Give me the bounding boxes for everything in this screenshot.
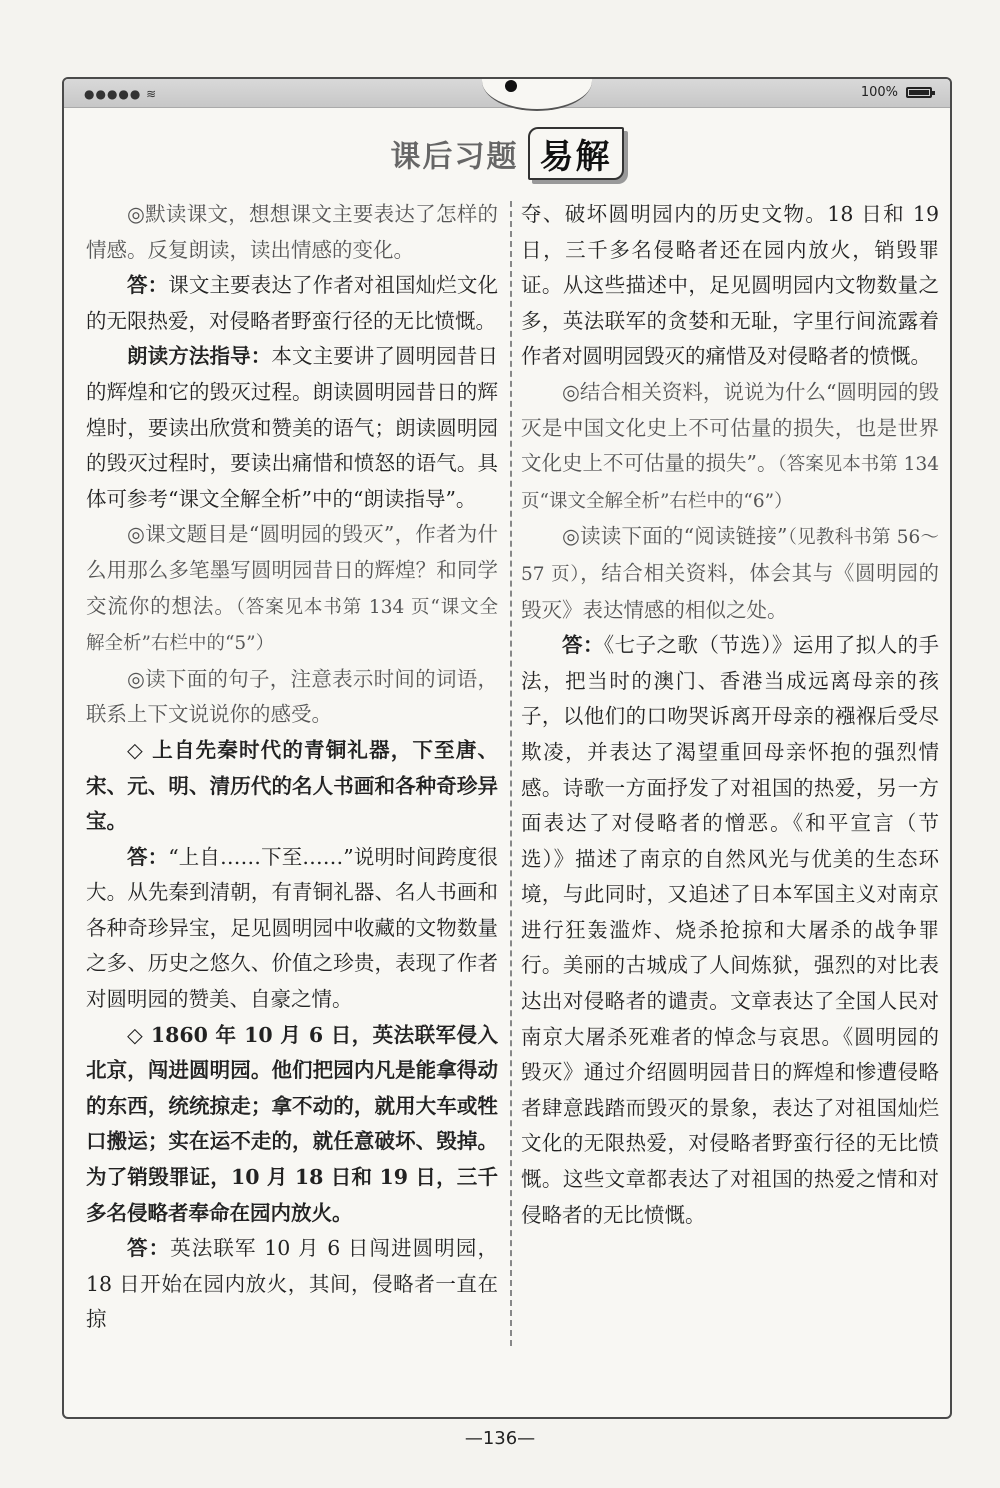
question-4-text: ◎结合相关资料，说说为什么“圆明园的毁灭是中国文化史上不可估量的损失，也是世界文化史上不可估量的损失”。 — [521, 379, 939, 476]
camera-dot-icon — [505, 80, 517, 92]
answer-1 — [86, 268, 498, 339]
question-2-text: ◎课文题目是“圆明园的毁灭”，作者为什么用那么多笔墨写圆明园昔日的辉煌？和同学交流你的想法。 — [86, 522, 498, 618]
answer-5 — [521, 628, 939, 1233]
battery-percentage: 100% — [860, 85, 898, 100]
right-column — [521, 197, 939, 1233]
column-divider — [510, 201, 512, 1346]
question-4-ref: （答案见本书第 134 页“课文全解全析”右栏中的“6”） — [521, 454, 939, 512]
page-title — [64, 127, 950, 180]
reading-guide — [86, 339, 498, 517]
answer-4-left — [86, 1231, 498, 1338]
question-2-ref: （答案见本书第 134 页“课文全解全析”右栏中的“5”） — [86, 596, 499, 655]
answer-4-right: 夺、破坏圆明园内的历史文物。18 日和 19 日，三千多名侵略者还在园内放火，销毁罪证。从这些描述中，足见圆明园内文物数量之多，英法联军的贪婪和无耻，字里行间流露着作者对圆明园毁灭的痛惜及对侵略者的愤慨。 — [521, 202, 939, 369]
answer-text: 课文主要表达了作者对祖国灿烂文化的无限热爱，对侵略者野蛮行径的无比愤慨。 — [86, 273, 499, 333]
answer-label: 答： — [127, 844, 169, 869]
title-part-2: 易解 — [528, 127, 624, 180]
answer-label: 答： — [127, 273, 169, 298]
title-part-1: 课后习题 — [390, 139, 519, 175]
question-5-text: ◎读读下面的“阅读链接” — [562, 524, 788, 549]
quoted-sentence-2: ◇ 1860 年 10 月 6 日，英法联军侵入北京，闯进圆明园。他们把园内凡是能拿得动的东西，统统掠走；拿不动的，就用大车或牲口搬运；实在运不走的，就任意破坏、毁掉。为了销毁罪证，10 月 18 日和 19 日，三千多名侵略者奉命在园内放火。 — [86, 1022, 498, 1225]
question-5-ref: （见教科书第 56～57 页） — [521, 527, 939, 585]
question-2 — [86, 517, 498, 661]
question-5-tail: ，结合相关资料，体会其与《圆明园的毁灭》表达情感的相似之处。 — [521, 560, 940, 622]
answer-text: 《七子之歌（节选）》运用了拟人的手法，把当时的澳门、香港当成远离母亲的孩子，以他们的口吻哭诉离开母亲的襁褓后受尽欺凌，并表达了渴望重回母亲怀抱的强烈情感。诗歌一方面抒发了对祖国的热爱，另一方面表达了对侵略者的憎恶。《和平宣言（节选）》描述了南京的自然风光与优美的生态环境，与此同时，又追述了日本军国主义对南京进行狂轰滥炸、烧杀抢掠和大屠杀的战争罪行。美丽的古城成了人间炼狱，强烈的对比表达出对侵略者的谴责。文章表达了全国人民对南京大屠杀死难者的悼念与哀思。《圆明园的毁灭》通过介绍圆明园昔日的辉煌和惨遭侵略者肆意践踏而毁灭的景象，表达了对祖国灿烂文化的无限热爱，对侵略者野蛮行径的无比愤慨。这些文章都表达了对祖国的热爱之情和对侵略者的无比愤慨。 — [521, 633, 940, 1227]
answer-text: “上自……下至……”说明时间跨度很大。从先秦到清朝，有青铜礼器、名人书画和各种奇珍异宝，足见圆明园中收藏的文物数量之多、历史之悠久、价值之珍贵，表现了作者对圆明园的赞美、自豪之情。 — [86, 844, 499, 1012]
guide-text: 本文主要讲了圆明园昔日的辉煌和它的毁灭过程。朗读圆明园昔日的辉煌时，要读出欣赏和赞美的语气；朗读圆明园的毁灭过程时，要读出痛惜和愤怒的语气。具体可参考“课文全解全析”中的“朗读指导”。 — [86, 344, 499, 511]
signal-wifi-icon: ●●●●● ≋ — [84, 87, 158, 101]
answer-label: 答： — [562, 633, 604, 658]
left-column — [86, 197, 498, 1338]
question-3: ◎读下面的句子，注意表示时间的词语，联系上下文说说你的感受。 — [86, 666, 498, 727]
answer-label: 答： — [127, 1236, 171, 1261]
question-1: ◎默读课文，想想课文主要表达了怎样的情感。反复朗读，读出情感的变化。 — [86, 202, 498, 262]
quoted-sentence-1: ◇ 上自先秦时代的青铜礼器，下至唐、宋、元、明、清历代的名人书画和各种奇珍异宝。 — [86, 737, 498, 834]
page-number: —136— — [464, 1428, 536, 1449]
answer-3 — [86, 840, 498, 1018]
guide-label: 朗读方法指导： — [127, 344, 272, 369]
question-5 — [521, 519, 939, 628]
question-4 — [521, 375, 939, 519]
answer-text: 英法联军 10 月 6 日闯进圆明园，18 日开始在园内放火，其间，侵略者一直在掠 — [86, 1236, 498, 1332]
battery-icon — [906, 87, 932, 98]
page-frame — [62, 77, 952, 1419]
